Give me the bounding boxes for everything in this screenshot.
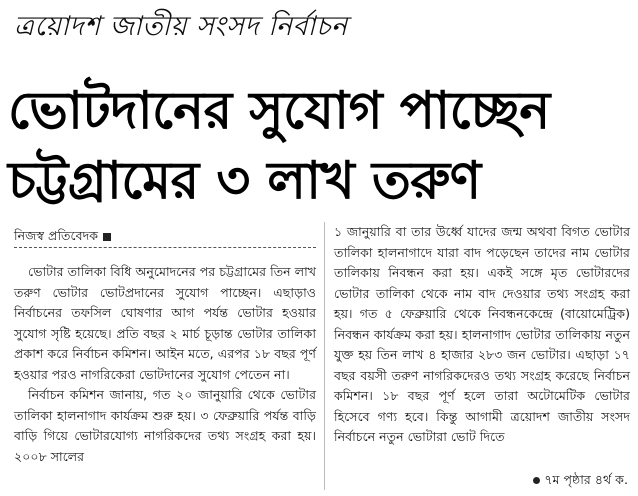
headline-line-1: ভোটদানের সুযোগ পাচ্ছেন (8, 81, 550, 141)
column-divider (324, 222, 325, 490)
continuation-text: ৭ম পৃষ্ঠার ৪র্থ ক. (544, 472, 628, 487)
left-paragraph-1: ভোটার তালিকা বিধি অনুমোদনের পর চট্টগ্রামের তিন লাখ তরুণ ভোটার ভোটপ্রদানের সুযোগ পাচ্ছেন। এছাড়াও নির্বাচনের তফসিল ঘোষণার আগ পর্যন্ত ভোটার হওয়ার সুযোগ সৃষ্টি হয়েছে। প্রতি বছর ২ মার্চ চূড়ান্ত ভোটার তালিকা প্রকাশ করে নির্বাচন কমিশন। আইন মতে, এরপর ১৮ বছর পূর্ণ হওয়ার পরও নাগরিকেরা ভোটদানের সুযোগ পেতেন না। (14, 264, 316, 382)
right-paragraph: ১ জানুয়ারি বা তার উর্ধ্বে যাদের জন্ম অথবা বিগত ভোটার তালিকা হালনাগাদে যারা বাদ পড়েছেন তাদের নাম ভোটার তালিকায় নিবন্ধন করা হয়। একই সঙ্গে মৃত ভোটারদের ভোটার তালিকা থেকে নাম বাদ দেওয়ার তথ্য সংগ্রহ করা হয়। গত ৫ ফেব্রুয়ারি থেকে নিবন্ধনকেন্দ্রে (বায়োমেট্রিক) নিবন্ধন কার্যক্রম করা হয়। হালনাগাদ ভোটার তালিকায় নতুন যুক্ত হয় তিন লাখ ৪ হাজার ২৮৩ জন ভোটার। এছাড়া ১৭ বছর বয়সী তরুণ নাগরিকদেরও তথ্য সংগ্রহ করেছে নির্বাচন কমিশন। ১৮ বছর পূর্ণ হলে তারা অটোমেটিক ভোটার হিসেবে গণ্য হবে। কিন্তু আগামী ত্রয়োদশ জাতীয় সংসদ নির্বাচনে নতুন ভোটারা ভোট দিতে (334, 224, 630, 444)
byline (14, 226, 111, 246)
right-column (334, 222, 630, 448)
square-bullet-icon (103, 233, 111, 241)
kicker: ত্রয়োদশ জাতীয় সংসদ নির্বাচন (14, 11, 348, 42)
left-paragraph-2: নির্বাচন কমিশন জানায়, গত ২০ জানুয়ারি থেকে ভোটার তালিকা হালনাগাদ কার্যক্রম শুরু হয়। ৩ ফেব্রুয়ারি পর্যন্ত বাড়ি বাড়ি গিয়ে ভোটারযোগ্য নাগরিকদের তথ্য সংগ্রহ করা হয়। ২০০৮ সালের (14, 387, 316, 464)
byline-text: নিজস্ব প্রতিবেদক (14, 228, 99, 243)
continuation-note (533, 470, 628, 490)
bullet-icon (533, 477, 540, 484)
headline-line-2: চট্টগ্রামের ৩ লাখ তরুণ (8, 151, 481, 211)
left-column (14, 262, 316, 467)
byline-divider (14, 247, 316, 248)
